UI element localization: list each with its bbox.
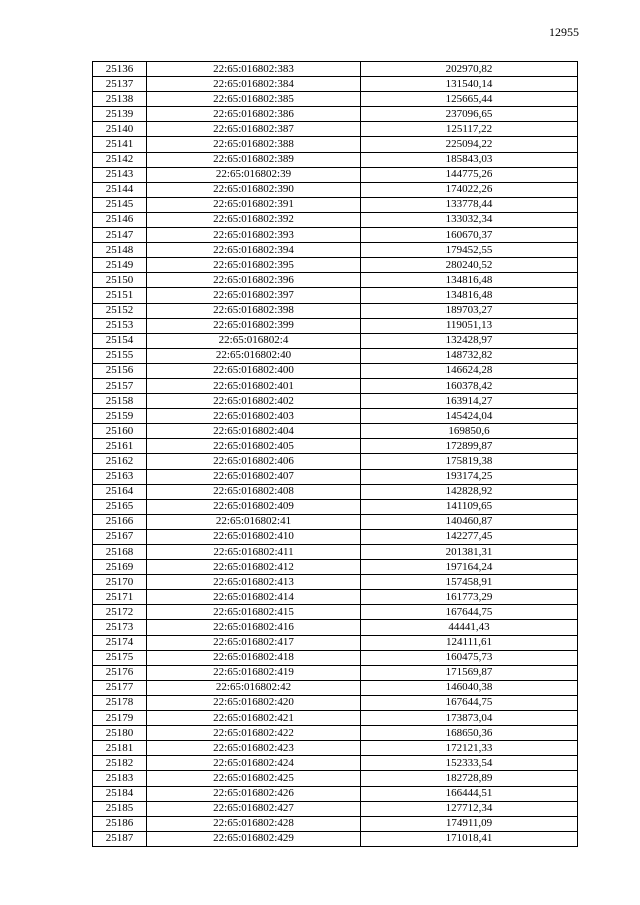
cadastral-number-cell: 22:65:016802:396 xyxy=(147,273,361,288)
cadastral-value-cell: 127712,34 xyxy=(361,801,578,816)
table-row xyxy=(93,258,578,273)
table-row xyxy=(93,303,578,318)
cadastral-value-cell: 142277,45 xyxy=(361,529,578,544)
row-number-cell: 25164 xyxy=(93,484,147,499)
cadastral-number-cell: 22:65:016802:416 xyxy=(147,620,361,635)
cadastral-number-cell: 22:65:016802:417 xyxy=(147,635,361,650)
row-number-cell: 25139 xyxy=(93,107,147,122)
table-row xyxy=(93,424,578,439)
cadastral-value-table xyxy=(92,61,578,847)
row-number-cell: 25187 xyxy=(93,831,147,846)
cadastral-value-cell: 197164,24 xyxy=(361,560,578,575)
table-row xyxy=(93,786,578,801)
cadastral-value-cell: 160475,73 xyxy=(361,650,578,665)
table-row xyxy=(93,137,578,152)
cadastral-value-cell: 175819,38 xyxy=(361,454,578,469)
cadastral-value-cell: 166444,51 xyxy=(361,786,578,801)
row-number-cell: 25140 xyxy=(93,122,147,137)
table-row xyxy=(93,92,578,107)
cadastral-number-cell: 22:65:016802:393 xyxy=(147,228,361,243)
cadastral-value-cell: 141109,65 xyxy=(361,499,578,514)
cadastral-number-cell: 22:65:016802:389 xyxy=(147,152,361,167)
cadastral-number-cell: 22:65:016802:399 xyxy=(147,318,361,333)
cadastral-value-cell: 189703,27 xyxy=(361,303,578,318)
cadastral-number-cell: 22:65:016802:405 xyxy=(147,439,361,454)
table-row xyxy=(93,635,578,650)
row-number-cell: 25163 xyxy=(93,469,147,484)
cadastral-value-cell: 167644,75 xyxy=(361,605,578,620)
row-number-cell: 25149 xyxy=(93,258,147,273)
table-row xyxy=(93,348,578,363)
cadastral-number-cell: 22:65:016802:429 xyxy=(147,831,361,846)
cadastral-number-cell: 22:65:016802:42 xyxy=(147,680,361,695)
cadastral-value-cell: 44441,43 xyxy=(361,620,578,635)
cadastral-number-cell: 22:65:016802:401 xyxy=(147,378,361,393)
row-number-cell: 25144 xyxy=(93,182,147,197)
table-row xyxy=(93,575,578,590)
row-number-cell: 25181 xyxy=(93,741,147,756)
table-row xyxy=(93,545,578,560)
cadastral-number-cell: 22:65:016802:404 xyxy=(147,424,361,439)
cadastral-value-cell: 163914,27 xyxy=(361,394,578,409)
cadastral-number-cell: 22:65:016802:388 xyxy=(147,137,361,152)
table-row xyxy=(93,469,578,484)
cadastral-value-cell: 237096,65 xyxy=(361,107,578,122)
cadastral-value-cell: 152333,54 xyxy=(361,756,578,771)
table-row xyxy=(93,711,578,726)
table-row xyxy=(93,439,578,454)
row-number-cell: 25170 xyxy=(93,575,147,590)
row-number-cell: 25166 xyxy=(93,514,147,529)
table-row xyxy=(93,499,578,514)
row-number-cell: 25150 xyxy=(93,273,147,288)
row-number-cell: 25138 xyxy=(93,92,147,107)
cadastral-number-cell: 22:65:016802:425 xyxy=(147,771,361,786)
cadastral-value-cell: 157458,91 xyxy=(361,575,578,590)
cadastral-value-cell: 133032,34 xyxy=(361,212,578,227)
cadastral-value-cell: 174911,09 xyxy=(361,816,578,831)
cadastral-number-cell: 22:65:016802:410 xyxy=(147,529,361,544)
cadastral-number-cell: 22:65:016802:411 xyxy=(147,545,361,560)
cadastral-value-cell: 173873,04 xyxy=(361,711,578,726)
table-row xyxy=(93,288,578,303)
cadastral-value-cell: 193174,25 xyxy=(361,469,578,484)
cadastral-value-cell: 202970,82 xyxy=(361,62,578,77)
cadastral-number-cell: 22:65:016802:397 xyxy=(147,288,361,303)
row-number-cell: 25178 xyxy=(93,695,147,710)
row-number-cell: 25148 xyxy=(93,243,147,258)
row-number-cell: 25165 xyxy=(93,499,147,514)
cadastral-value-cell: 174022,26 xyxy=(361,182,578,197)
row-number-cell: 25179 xyxy=(93,711,147,726)
table-row xyxy=(93,771,578,786)
cadastral-value-cell: 169850,6 xyxy=(361,424,578,439)
cadastral-value-cell: 125665,44 xyxy=(361,92,578,107)
table-row xyxy=(93,409,578,424)
cadastral-number-cell: 22:65:016802:423 xyxy=(147,741,361,756)
table-row xyxy=(93,107,578,122)
row-number-cell: 25159 xyxy=(93,409,147,424)
cadastral-number-cell: 22:65:016802:412 xyxy=(147,560,361,575)
table-row xyxy=(93,665,578,680)
row-number-cell: 25156 xyxy=(93,363,147,378)
row-number-cell: 25167 xyxy=(93,529,147,544)
table-row xyxy=(93,212,578,227)
cadastral-number-cell: 22:65:016802:386 xyxy=(147,107,361,122)
table-row xyxy=(93,273,578,288)
cadastral-number-cell: 22:65:016802:420 xyxy=(147,695,361,710)
row-number-cell: 25173 xyxy=(93,620,147,635)
table-row xyxy=(93,529,578,544)
row-number-cell: 25177 xyxy=(93,680,147,695)
table-row xyxy=(93,484,578,499)
cadastral-value-cell: 167644,75 xyxy=(361,695,578,710)
table-row xyxy=(93,680,578,695)
cadastral-number-cell: 22:65:016802:403 xyxy=(147,409,361,424)
cadastral-value-cell: 119051,13 xyxy=(361,318,578,333)
table-row xyxy=(93,454,578,469)
table-row xyxy=(93,62,578,77)
cadastral-value-cell: 140460,87 xyxy=(361,514,578,529)
row-number-cell: 25147 xyxy=(93,228,147,243)
row-number-cell: 25184 xyxy=(93,786,147,801)
cadastral-value-cell: 134816,48 xyxy=(361,288,578,303)
table-row xyxy=(93,650,578,665)
cadastral-number-cell: 22:65:016802:419 xyxy=(147,665,361,680)
cadastral-number-cell: 22:65:016802:383 xyxy=(147,62,361,77)
row-number-cell: 25153 xyxy=(93,318,147,333)
table-row xyxy=(93,801,578,816)
cadastral-number-cell: 22:65:016802:407 xyxy=(147,469,361,484)
table-row xyxy=(93,816,578,831)
table-row xyxy=(93,122,578,137)
cadastral-number-cell: 22:65:016802:390 xyxy=(147,182,361,197)
cadastral-number-cell: 22:65:016802:384 xyxy=(147,77,361,92)
table-row xyxy=(93,167,578,182)
cadastral-number-cell: 22:65:016802:394 xyxy=(147,243,361,258)
row-number-cell: 25176 xyxy=(93,665,147,680)
table-body xyxy=(93,62,578,847)
cadastral-value-cell: 133778,44 xyxy=(361,197,578,212)
cadastral-value-cell: 144775,26 xyxy=(361,167,578,182)
cadastral-value-cell: 146040,38 xyxy=(361,680,578,695)
cadastral-number-cell: 22:65:016802:421 xyxy=(147,711,361,726)
row-number-cell: 25169 xyxy=(93,560,147,575)
row-number-cell: 25152 xyxy=(93,303,147,318)
row-number-cell: 25162 xyxy=(93,454,147,469)
cadastral-value-cell: 160670,37 xyxy=(361,228,578,243)
cadastral-value-cell: 161773,29 xyxy=(361,590,578,605)
cadastral-number-cell: 22:65:016802:414 xyxy=(147,590,361,605)
table-row xyxy=(93,620,578,635)
cadastral-number-cell: 22:65:016802:415 xyxy=(147,605,361,620)
cadastral-number-cell: 22:65:016802:427 xyxy=(147,801,361,816)
cadastral-number-cell: 22:65:016802:402 xyxy=(147,394,361,409)
cadastral-value-cell: 134816,48 xyxy=(361,273,578,288)
cadastral-number-cell: 22:65:016802:426 xyxy=(147,786,361,801)
row-number-cell: 25174 xyxy=(93,635,147,650)
cadastral-value-cell: 182728,89 xyxy=(361,771,578,786)
row-number-cell: 25186 xyxy=(93,816,147,831)
cadastral-number-cell: 22:65:016802:4 xyxy=(147,333,361,348)
row-number-cell: 25171 xyxy=(93,590,147,605)
cadastral-number-cell: 22:65:016802:395 xyxy=(147,258,361,273)
table-row xyxy=(93,243,578,258)
cadastral-number-cell: 22:65:016802:413 xyxy=(147,575,361,590)
row-number-cell: 25158 xyxy=(93,394,147,409)
cadastral-number-cell: 22:65:016802:398 xyxy=(147,303,361,318)
table-row xyxy=(93,318,578,333)
table-row xyxy=(93,756,578,771)
cadastral-value-cell: 146624,28 xyxy=(361,363,578,378)
table-row xyxy=(93,741,578,756)
cadastral-value-cell: 168650,36 xyxy=(361,726,578,741)
table-row xyxy=(93,514,578,529)
row-number-cell: 25183 xyxy=(93,771,147,786)
cadastral-value-cell: 148732,82 xyxy=(361,348,578,363)
cadastral-value-cell: 171569,87 xyxy=(361,665,578,680)
cadastral-value-cell: 145424,04 xyxy=(361,409,578,424)
row-number-cell: 25155 xyxy=(93,348,147,363)
table-row xyxy=(93,831,578,846)
cadastral-number-cell: 22:65:016802:391 xyxy=(147,197,361,212)
row-number-cell: 25137 xyxy=(93,77,147,92)
row-number-cell: 25185 xyxy=(93,801,147,816)
cadastral-value-cell: 172899,87 xyxy=(361,439,578,454)
cadastral-value-cell: 171018,41 xyxy=(361,831,578,846)
table-row xyxy=(93,394,578,409)
cadastral-number-cell: 22:65:016802:424 xyxy=(147,756,361,771)
cadastral-value-cell: 185843,03 xyxy=(361,152,578,167)
cadastral-number-cell: 22:65:016802:428 xyxy=(147,816,361,831)
table-row xyxy=(93,378,578,393)
row-number-cell: 25160 xyxy=(93,424,147,439)
cadastral-number-cell: 22:65:016802:409 xyxy=(147,499,361,514)
table-row xyxy=(93,228,578,243)
cadastral-value-cell: 179452,55 xyxy=(361,243,578,258)
cadastral-number-cell: 22:65:016802:408 xyxy=(147,484,361,499)
row-number-cell: 25161 xyxy=(93,439,147,454)
cadastral-value-cell: 172121,33 xyxy=(361,741,578,756)
row-number-cell: 25180 xyxy=(93,726,147,741)
table-row xyxy=(93,590,578,605)
cadastral-value-cell: 132428,97 xyxy=(361,333,578,348)
cadastral-number-cell: 22:65:016802:418 xyxy=(147,650,361,665)
cadastral-number-cell: 22:65:016802:400 xyxy=(147,363,361,378)
cadastral-number-cell: 22:65:016802:392 xyxy=(147,212,361,227)
page-number: 12955 xyxy=(549,25,579,39)
cadastral-value-cell: 124111,61 xyxy=(361,635,578,650)
row-number-cell: 25154 xyxy=(93,333,147,348)
table-row xyxy=(93,333,578,348)
cadastral-value-cell: 225094,22 xyxy=(361,137,578,152)
row-number-cell: 25151 xyxy=(93,288,147,303)
table-row xyxy=(93,152,578,167)
row-number-cell: 25146 xyxy=(93,212,147,227)
row-number-cell: 25168 xyxy=(93,545,147,560)
row-number-cell: 25143 xyxy=(93,167,147,182)
table-row xyxy=(93,363,578,378)
row-number-cell: 25172 xyxy=(93,605,147,620)
cadastral-value-cell: 142828,92 xyxy=(361,484,578,499)
cadastral-number-cell: 22:65:016802:387 xyxy=(147,122,361,137)
cadastral-number-cell: 22:65:016802:422 xyxy=(147,726,361,741)
row-number-cell: 25145 xyxy=(93,197,147,212)
cadastral-number-cell: 22:65:016802:39 xyxy=(147,167,361,182)
table-row xyxy=(93,197,578,212)
cadastral-number-cell: 22:65:016802:41 xyxy=(147,514,361,529)
row-number-cell: 25142 xyxy=(93,152,147,167)
cadastral-number-cell: 22:65:016802:406 xyxy=(147,454,361,469)
cadastral-value-cell: 160378,42 xyxy=(361,378,578,393)
row-number-cell: 25141 xyxy=(93,137,147,152)
row-number-cell: 25182 xyxy=(93,756,147,771)
table-row xyxy=(93,77,578,92)
cadastral-value-cell: 131540,14 xyxy=(361,77,578,92)
table-row xyxy=(93,726,578,741)
table-row xyxy=(93,695,578,710)
table-row xyxy=(93,605,578,620)
row-number-cell: 25136 xyxy=(93,62,147,77)
row-number-cell: 25157 xyxy=(93,378,147,393)
cadastral-value-cell: 125117,22 xyxy=(361,122,578,137)
table-row xyxy=(93,560,578,575)
cadastral-value-cell: 201381,31 xyxy=(361,545,578,560)
row-number-cell: 25175 xyxy=(93,650,147,665)
cadastral-value-cell: 280240,52 xyxy=(361,258,578,273)
cadastral-number-cell: 22:65:016802:40 xyxy=(147,348,361,363)
table-row xyxy=(93,182,578,197)
cadastral-number-cell: 22:65:016802:385 xyxy=(147,92,361,107)
